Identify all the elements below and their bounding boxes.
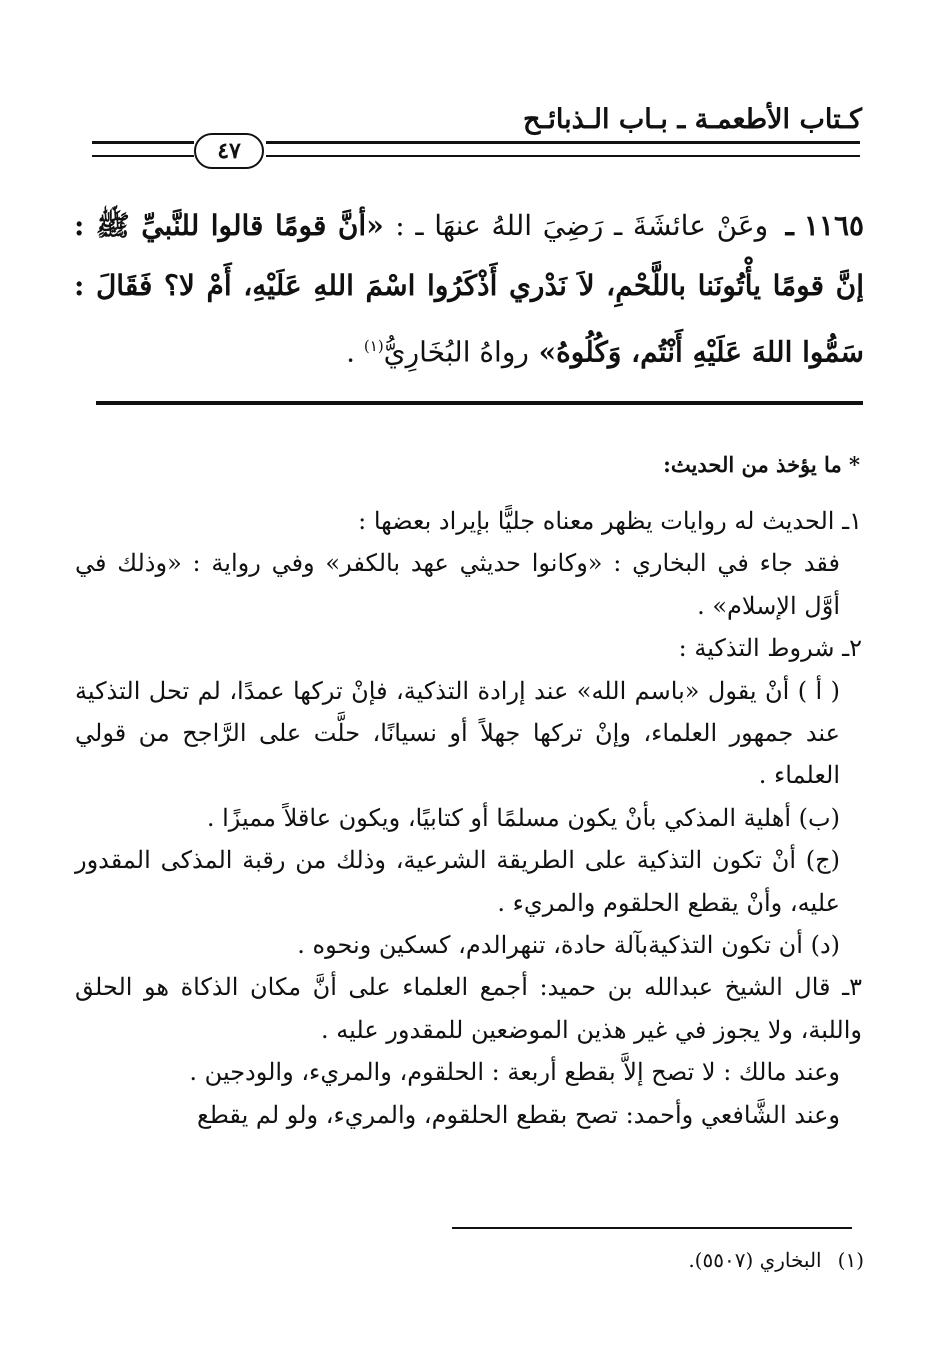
hadith-end: .: [346, 335, 364, 369]
hadith-text: «أنَّ قومًا قالوا للنَّبيِّ ﷺ : إنَّ قومًا يأْتُونَنا باللَّحْمِ، لاَ نَدْري أَذْكَرُوا اسْمَ اللهِ عَلَيْهِ، أَمْ لا؟ فَقَالَ : سَمُّوا اللهَ عَلَيْهِ أَنْتُم، وَكُلُوهُ»: [74, 209, 864, 369]
footnote: [688, 1248, 864, 1272]
hadith-number: ١١٦٥: [803, 209, 865, 242]
section-title: * ما يؤخذ من الحديث:: [663, 452, 860, 477]
footnote-mark: (١): [837, 1248, 864, 1272]
header-rule-left-bottom: [92, 155, 194, 157]
paragraph-10: وعند الشَّافعي وأحمد: تصح بقطع الحلقوم، والمريء، ولو لم يقطع: [196, 1100, 840, 1129]
paragraph-4: ( أ ) أنْ يقول «باسم الله» عند إرادة التذكية، فإنْ تركها عمدًا، لم تحل التذكية عند جمهور العلماء، وإنْ تركها جهلاً أو نسيانًا، حلَّت على الرَّاجح من قولي العلماء .: [75, 676, 840, 790]
hadith-narrator: رواهُ البُخَارِيُّ: [383, 335, 529, 369]
page-number: [194, 133, 264, 169]
paragraph-5: (ب) أهلية المذكي بأنْ يكون مسلمًا أو كتابيًا، ويكون عاقلاً مميزًا .: [206, 803, 840, 832]
hadith-block: [74, 196, 864, 382]
footnote-rule: [452, 1227, 852, 1229]
hadith-dash: ـ: [785, 209, 794, 242]
paragraph-2: فقد جاء في البخاري : «وكانوا حديثي عهد بالكفر» وفي رواية : «وذلك في أوَّل الإسلام» .: [75, 549, 840, 620]
section-divider: [96, 401, 863, 405]
paragraph-6: (ج) أنْ تكون التذكية على الطريقة الشرعية، وذلك من رقبة المذكى المقدور عليه، وأنْ يقطع الحلقوم والمريء .: [75, 846, 841, 917]
paragraph-1: ١ـ الحديث له روايات يظهر معناه جليًّا بإيراد بعضها :: [358, 507, 862, 535]
header-rule-left-top: [92, 141, 194, 144]
paragraph-8: ٣ـ قال الشيخ عبدالله بن حميد: أجمع العلماء على أنَّ مكان الذكاة هو الحلق واللبة، ولا يجوز في غير هذين الموضعين للمقدور عليه .: [75, 973, 862, 1044]
hadith-footnote-ref: (١): [363, 337, 384, 355]
commentary-body: [75, 500, 862, 1136]
footnote-text: البخاري (٥٥٠٧).: [688, 1248, 822, 1272]
header-rule-right-bottom: [266, 155, 860, 157]
paragraph-9: وعند مالك : لا تصح إلاَّ بقطع أربعة : الحلقوم، والمريء، والودجين .: [189, 1058, 840, 1087]
running-title: كـتاب الأطعمـة ـ بـاب الـذبائـح: [523, 104, 862, 135]
paragraph-7: (د) أن تكون التذكيةبآلة حادة، تنهرالدم، كسكين ونحوه .: [297, 931, 840, 960]
hadith-intro: وعَنْ عائشَةَ ـ رَضِيَ اللهُ عنهَا ـ :: [395, 209, 769, 242]
paragraph-3: ٢ـ شروط التذكية :: [678, 634, 862, 663]
header-rule-right-top: [266, 141, 860, 144]
page-number-label: ٤٧: [217, 138, 241, 164]
